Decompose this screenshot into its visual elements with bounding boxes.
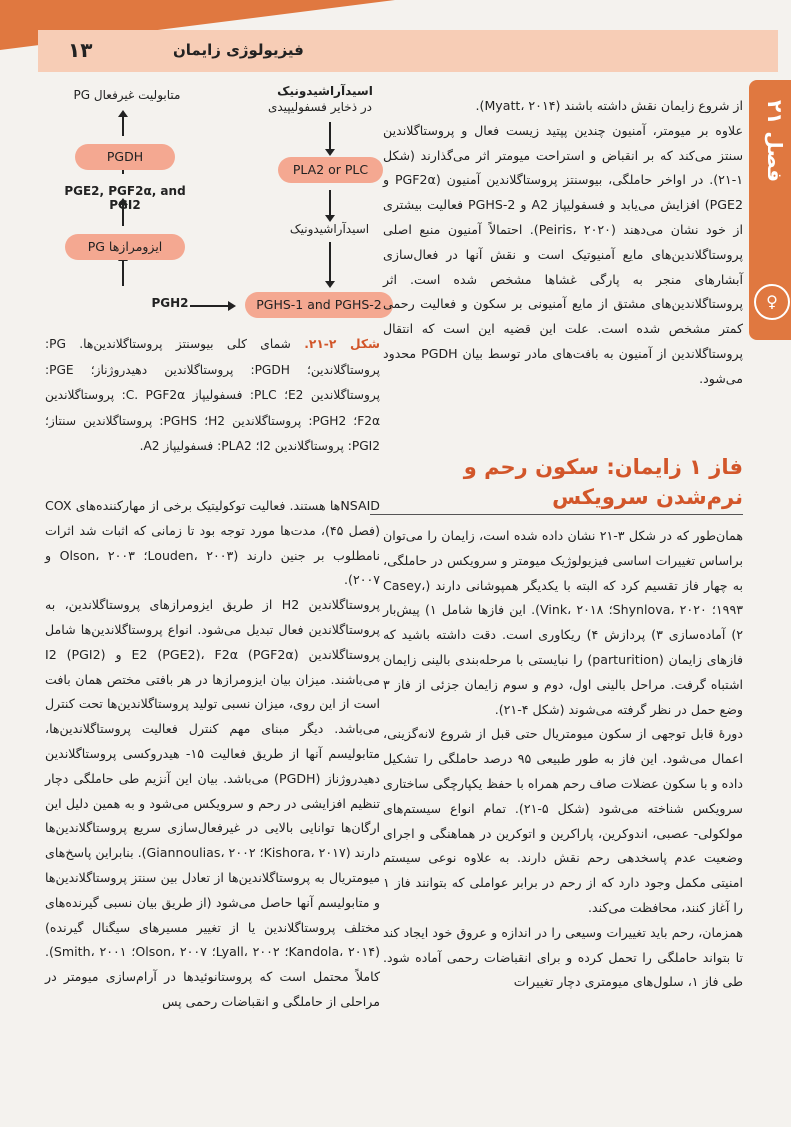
right-paragraph-3: همان‌طور که در شکل ۳-۲۱ نشان داده شده است، زایمان را می‌توان براساس تغییرات اساسی فیزیولوژیک میومتر و سرویکس در حاملگی، به چهار فاز تقسیم کرد که البته با یکدیگر همپوشانی دارند (Casey، ۱۹۹۳؛ Shynlova، ۲۰۲۰؛ Vink، ۲۰۱۸). این فازها شامل ۱) پیش‌بار ۲) آماده‌سازی ۳) پردازش ۴) ریکاوری است. دقت داشته باشید که فازهای زایمان (parturition) را نبایستی با مرحله‌بندی بالینی زایمان اشتباه گرفت. مراحل بالینی اول، دوم و سوم زایمان جزئی از فاز ۳ وضع حمل در نظر گرفته می‌شوند (شکل ۴-۲۱).: [383, 528, 744, 717]
pill-pghs: PGHS-1 and PGHS-2: [245, 292, 393, 318]
right-paragraph-2: علاوه بر میومتر، آمنیون چندین پپتید زیست فعال و پروستاگلاندین سنتز می‌کند که بر انقباض و استراحت میومتر اثر می‌گذارند (شکل ۱-۲۱). در اواخر حاملگی، بیوسنتز پروستاگلاندین آمنیون (PGF2α و PGE2) افزایش می‌یابد و فسفولیپاز A2 و PGHS-2 فعالیت بیشتری از خود نشان می‌دهند (Peiris، ۲۰۲۰). احتمالاً آمنیون منبع اصلی پروستاگلاندین‌های مایع آمنیوتیک است و نقش آنها در فعال‌سازی آبشارهای منجر به پارگی غشاها مشخص شده است. اثر پروستاگلاندین‌های مشتق از مایع آمنیونی بر سکون و فعالیت رحمی کمتر مشخص شده است. علت این قضیه این است که انتقال پروستاگلاندین از آمنیون به بافت‌های مادر توسط بیان PGDH محدود می‌شود.: [383, 122, 743, 386]
diagram-top-right-label-1: اسیدآراشیدونیک: [277, 84, 373, 98]
caption-label: شکل ۲-۲۱.: [304, 337, 381, 351]
chapter-label: فصل ۲۱: [763, 100, 787, 183]
arrow-up-4: [122, 116, 124, 136]
arrow-right: [190, 305, 230, 307]
left-column: [45, 494, 380, 1015]
section-rule: [370, 514, 743, 515]
pill-pg-isomerase: ایزومرازها PG: [65, 234, 185, 260]
arrow-down-2: [329, 190, 331, 216]
chapter-tab: [749, 80, 791, 340]
page-header: [38, 30, 778, 72]
left-paragraph-2: پروستاگلاندین H2 از طریق ایزومرازهای پروستاگلاندین، به پروستاگلاندین فعال تبدیل می‌شود. انواع پروستاگلاندین‌ها شامل پروستاگلاندین E2 (PGE2)، F2α (PGF2α) و I2 (PGI2) می‌باشند. میزان بیان ایزومرازها در هر بافتی مختص همان بافت است از این روی، میزان نسبی تولید پروستاگلاندین‌ها تحت کنترل می‌باشد. دیگر مبنای مهم کنترل فعالیت پروستاگلاندین‌ها، متابولیسم آنها از طریق فعالیت ۱۵- هیدروکسی پروستاگلاندین دهیدروژناز (PGDH) می‌باشد. بیان این آنزیم طی حاملگی دچار تنظیم افزایشی در رحم و سرویکس می‌شود و به همین دلیل این ارگان‌ها توانایی بالایی در غیرفعال‌سازی سریع پروستاگلاندین‌ها دارند (Kishora، ۲۰۱۷؛ Giannoulias، ۲۰۰۲). بنابراین پاسخ‌های میومتریال به پروستاگلاندین‌ها از تعادل بین سنتز پروستاگلاندین‌ها و متابولیسم آنها حاصل می‌شود (از طریق بیان نسبی گیرنده‌های مختلف پروستاگلاندین یا از تغییر مسیرهای سیگنال گیرنده)(Kandola، ۲۰۱۴؛ Lyall، ۲۰۰۲؛ Olson، ۲۰۰۷؛ Smith، ۲۰۰۱). کاملاً محتمل است که پروستانوئیدها در آرام‌سازی میومتر در مراحلی از حاملگی و انقباضات رحمی پس: [45, 597, 381, 1009]
pge-list: PGE2, PGF2α, and PGI2: [64, 184, 186, 212]
right-column-bottom: [383, 524, 743, 995]
arrow-down-3: [329, 242, 331, 282]
arrow-down-1: [329, 122, 331, 150]
right-column-top: [383, 94, 743, 392]
right-paragraph-1: از شروع زایمان نقش داشته باشند (Myatt، ۲۰۱۴).: [475, 98, 743, 113]
right-paragraph-5: همزمان، رحم باید تغییرات وسیعی را در اندازه و عروق خود ایجاد کند تا بتواند حاملگی را تحمل کرده و برای انقباضات رحمی آماده شود. طی فاز ۱، سلول‌های میومتری دچار تغییرات: [383, 924, 743, 990]
diagram-top-left-label: متابولیت غیرفعال PG: [73, 88, 181, 102]
pill-pla: PLA2 or PLC: [278, 157, 383, 183]
pg-biosynthesis-diagram: [50, 82, 380, 322]
right-paragraph-4: دورهٔ قابل توجهی از سکون میومتریال حتی قبل از شروع لانه‌گزینی، اعمال می‌شود. این فاز به طور طبیعی ۹۵ درصد حاملگی را تشکیل داده و با سکون عضلات صاف رحم همراه با حفظ یکپارچگی ساختاری سرویکس شناخته می‌شود (شکل ۵-۲۱). تمام انواع سیستم‌های مولکولی- عصبی، اندوکرین، پاراکرین و اتوکرین در هماهنگی و اجرای وضعیت عدم پاسخدهی رحم نقش دارند. به علاوه نوعی سیستم امنیتی مکمل وجود دارد که از رحم در برابر عواملی که بتوانند فاز ۱ را آغاز کنند، محافظت می‌کند.: [383, 726, 743, 915]
figure-caption: [45, 332, 380, 460]
running-title: فیزیولوژی زایمان: [173, 41, 304, 59]
arrow-up-1: [122, 260, 124, 286]
diagram-mid-right-label: اسیدآراشیدونیک: [289, 222, 370, 236]
pgh2-label: PGH2: [151, 296, 189, 310]
section-title: فاز ۱ زایمان: سکون رحم و نرم‌شدن سرویکس: [463, 455, 743, 509]
page-number: ۱۳: [68, 38, 93, 62]
left-paragraph-1: NSAIDها هستند. فعالیت توکولیتیک برخی از مهارکننده‌های COX (فصل ۴۵)، مدت‌ها مورد توجه بود تا زمانی که اثبات شد اثرات نامطلوب بر جنین دارند (Louden، ۲۰۰۳؛ Olson، ۲۰۰۳ و ۲۰۰۷).: [45, 498, 380, 588]
chapter-icon: ♀: [754, 284, 790, 320]
caption-text: شمای کلی بیوسنتز پروستاگلاندین‌ها. PG: پروستاگلاندین؛ PGDH: پروستاگلاندین دهیدروژناز؛ PGE: پروستاگلاندین E2؛ PLC: فسفولیپاز C. PGF2α: پروستاگلاندین F2α؛ PGH2: پروستاگلاندین H2؛ PGHS: پروستاگلاندین سنتاز؛ PGI2: پروستاگلاندین I2؛ PLA2: فسفولیپاز A2.: [45, 337, 381, 453]
diagram-top-right-label-2: در ذخایر فسفولیپیدی: [267, 100, 373, 114]
pill-pgdh: PGDH: [75, 144, 175, 170]
